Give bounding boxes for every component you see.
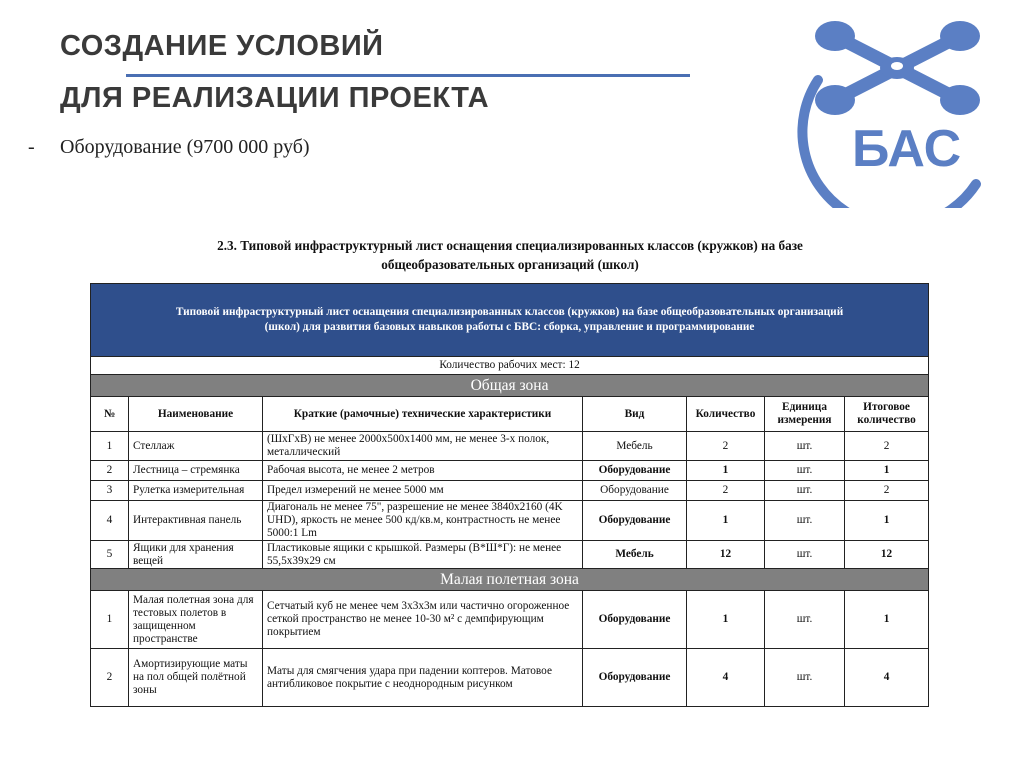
table-banner <box>91 284 929 357</box>
zone-header-row <box>91 569 929 591</box>
slide-title-line2: ДЛЯ РЕАЛИЗАЦИИ ПРОЕКТА <box>60 82 490 114</box>
item-quantity: 12 <box>687 541 765 569</box>
column-header: Количество <box>687 397 765 432</box>
column-header: Единица измерения <box>765 397 845 432</box>
row-number: 2 <box>91 649 129 707</box>
zone-title: Общая зона <box>91 375 929 397</box>
item-quantity: 2 <box>687 432 765 461</box>
item-unit: шт. <box>765 649 845 707</box>
equipment-budget-text: Оборудование (9700 000 руб) <box>60 136 310 158</box>
row-number: 5 <box>91 541 129 569</box>
workplaces-count: Количество рабочих мест: 12 <box>91 357 929 375</box>
item-unit: шт. <box>765 501 845 541</box>
table-row <box>91 541 929 569</box>
item-quantity: 4 <box>687 649 765 707</box>
document-heading-line2: общеобразовательных организаций (школ) <box>381 257 639 272</box>
item-kind: Мебель <box>583 432 687 461</box>
item-total: 2 <box>845 481 929 501</box>
table-banner-line1: Типовой инфраструктурный лист оснащения специализированных классов (кружков) на базе общеобразовательных организаций <box>175 306 844 318</box>
item-quantity: 1 <box>687 501 765 541</box>
item-total: 1 <box>845 591 929 649</box>
table-row <box>91 501 929 541</box>
item-unit: шт. <box>765 481 845 501</box>
item-quantity: 1 <box>687 591 765 649</box>
column-header: Вид <box>583 397 687 432</box>
item-total: 4 <box>845 649 929 707</box>
bas-logo <box>780 8 1010 208</box>
item-name: Рулетка измерительная <box>129 481 263 501</box>
item-name: Стеллаж <box>129 432 263 461</box>
item-name: Малая полетная зона для тестовых полетов в защищенном пространстве <box>129 591 263 649</box>
zone-title: Малая полетная зона <box>91 569 929 591</box>
column-header: № <box>91 397 129 432</box>
item-kind: Оборудование <box>583 461 687 481</box>
table-row <box>91 649 929 707</box>
item-unit: шт. <box>765 591 845 649</box>
zone-header-row <box>91 375 929 397</box>
column-header: Итоговое количество <box>845 397 929 432</box>
item-kind: Мебель <box>583 541 687 569</box>
title-underline <box>126 74 690 77</box>
bullet-dash: - <box>28 136 35 158</box>
row-number: 1 <box>91 591 129 649</box>
column-header-row <box>91 397 929 432</box>
item-kind: Оборудование <box>583 481 687 501</box>
logo-text: БАС <box>852 120 962 178</box>
document-heading-line1: 2.3. Типовой инфраструктурный лист оснащения специализированных классов (кружков) на базе <box>217 238 803 253</box>
row-number: 2 <box>91 461 129 481</box>
item-spec: Предел измерений не менее 5000 мм <box>263 481 583 501</box>
item-spec: Диагональ не менее 75", разрешение не менее 3840х2160 (4K UHD), яркость не менее 500 кд/кв.м, контрастность не менее 5000:1 Lm <box>263 501 583 541</box>
item-name: Амортизирующие маты на пол общей полётной зоны <box>129 649 263 707</box>
item-unit: шт. <box>765 432 845 461</box>
column-header: Краткие (рамочные) технические характеристики <box>263 397 583 432</box>
item-spec: (ШхГхВ) не менее 2000х500х1400 мм, не менее 3-х полок, металлический <box>263 432 583 461</box>
item-total: 12 <box>845 541 929 569</box>
item-unit: шт. <box>765 461 845 481</box>
equipment-table <box>90 283 929 707</box>
item-name: Ящики для хранения вещей <box>129 541 263 569</box>
item-spec: Маты для смягчения удара при падении коптеров. Матовое антибликовое покрытие с неоднородным рисунком <box>263 649 583 707</box>
table-row <box>91 481 929 501</box>
table-banner-line2: (школ) для развития базовых навыков работы с БВС: сборка, управление и программирование <box>264 321 755 333</box>
item-spec: Рабочая высота, не менее 2 метров <box>263 461 583 481</box>
table-row <box>91 461 929 481</box>
item-kind: Оборудование <box>583 649 687 707</box>
item-unit: шт. <box>765 541 845 569</box>
item-total: 2 <box>845 432 929 461</box>
document-heading <box>92 236 928 274</box>
item-total: 1 <box>845 501 929 541</box>
row-number: 1 <box>91 432 129 461</box>
table-row <box>91 432 929 461</box>
item-kind: Оборудование <box>583 591 687 649</box>
slide-title-line1: СОЗДАНИЕ УСЛОВИЙ <box>60 30 384 62</box>
item-kind: Оборудование <box>583 501 687 541</box>
item-name: Лестница – стремянка <box>129 461 263 481</box>
row-number: 3 <box>91 481 129 501</box>
table-row <box>91 591 929 649</box>
item-quantity: 2 <box>687 481 765 501</box>
item-quantity: 1 <box>687 461 765 481</box>
column-header: Наименование <box>129 397 263 432</box>
row-number: 4 <box>91 501 129 541</box>
item-spec: Сетчатый куб не менее чем 3х3х3м или частично огороженное сеткой пространство не менее 10-30 м² с демпфирующим покрытием <box>263 591 583 649</box>
item-name: Интерактивная панель <box>129 501 263 541</box>
item-spec: Пластиковые ящики с крышкой. Размеры (В*Ш*Г): не менее 55,5х39х29 см <box>263 541 583 569</box>
item-total: 1 <box>845 461 929 481</box>
